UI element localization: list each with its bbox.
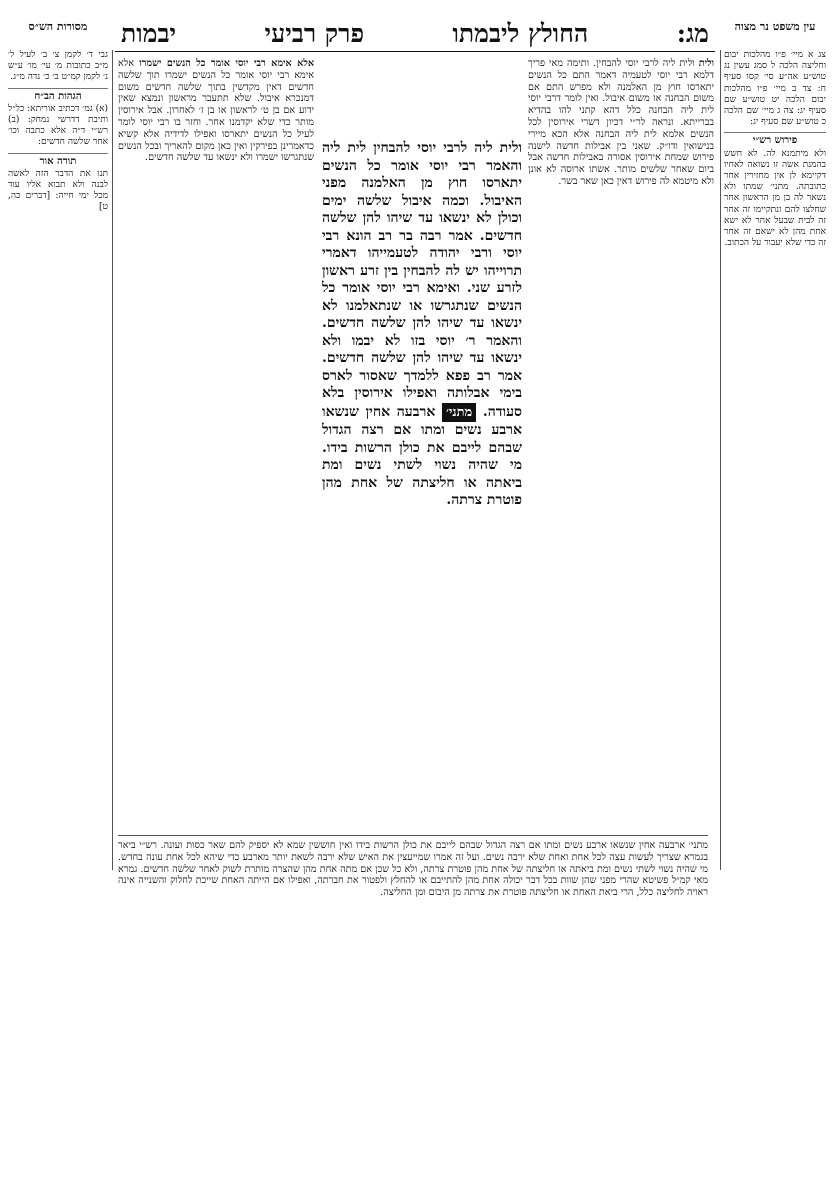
- gemara-body: והאמר רבי יוסי אומר כל הנשים יתארסו חוץ מן האלמנה מפני האיבול. וכמה איבול שלשה ימים וכולן לא ינשאו עד שיהו להן שלשה חדשים. אמר רבה בר רב הונא רבי יוסי ורבי יהודה לטעמייהו דאמרי תרוייהו יש לה להבחין בין זרע ראשון לזרע שני. ואימא רבי יוסי אומר כל הנשים שנתגרשו או שנתאלמנו לא ינשאו עד שיהו להן שלשה חדשים. והאמר ר׳ יוסי בזו לא יבמו ולא ינשאו עד שיהו להן שלשה חדשים. אמר רב פפא ללמדך שאסור לארס בימי אבלותה ואפילו אירוסין בלא סעודה.: [322, 157, 522, 420]
- gemara-column: [322, 140, 522, 800]
- right-margin-column: [724, 50, 826, 870]
- perek-title: פרק רביעי: [264, 19, 365, 48]
- hagahot-title: הגהות הב״ח: [8, 88, 108, 102]
- tosafot-text: ולית ליה לרבי יוסי להבחין. ותימה מאי פריך דלמא רבי יוסי לטעמיה דאמר התם כל הנשים יתארסו חוץ מן האלמנה ולא מפרש התם אם משום הבחנה או משום איבול. ואין לומר דרבי יוסי לית ליה הבחנה כלל דהא קתני להו בהדיא בברייתא. ונראה לר״י דכיון דשרי אירוסין לכל הנשים אלמא לית ליה הבחנה אלא הכא מיירי בנישואין ודו״ק. שאני בין אבילות חדשה לישנה פירוש שמחת אירוסין אסורה באבילות חדשה אבל ביום שאחר שלשים מותר. אשתו ארוסה לא אונן ולא מיטמא לה פירוש דאין כאן שאר בשר.: [528, 58, 714, 187]
- rashi-section-body: ולא מיתמנא לה. לא חשש בהמנת אשה זו נשואה לאחיו דקיימא לן אין מחזירין אחר כתובתה. מתני׳ שמתו ולא נשאר לה בן מן הראשון אחר שחלצו להם ונתקיימו זה אחר זה לבית שבעל אחר לא ישא אחת מהן לא ישאם זה אחר זה כדי שלא יעבור על הכתוב.: [724, 148, 826, 249]
- mesorot-title: מסורות הש״ס: [28, 20, 88, 33]
- left-margin-column: [8, 50, 108, 870]
- bottom-commentary: [118, 840, 708, 1075]
- page-label: מג:: [676, 19, 709, 48]
- rashi-section-title: פירוש רש״י: [724, 132, 826, 146]
- gemara-intro: ולית ליה לרבי יוסי להבחין לית ליה: [322, 140, 522, 156]
- page-header: [115, 18, 715, 52]
- tosafot-heading: ולית: [698, 58, 714, 69]
- ein-mishpat-entries: צג א מיי׳ פ״ו מהלכות יבום וחליצה הלכה ל סמג עשין נג טוש״ע אה״ע סי׳ קסו סעיף ח: צד ב מיי׳ פ״ו מהלכות יבום הלכה יט טוש״ע שם סעיף יג: צה ג מיי׳ שם הלכה כ טוש״ע שם סעיף יג:: [724, 50, 826, 128]
- right-margin-divider: [720, 50, 721, 870]
- hagahot-body: (א) גמ׳ דכתיב אוריתא: כל״ל ותיבת דדרשי נמחק: (ב) רש״י ד״ה אלא כתבה וכו׳ אחר שלשה חדשים:: [8, 103, 108, 148]
- torah-or-title: תורה אור: [8, 153, 108, 167]
- rashi-heading: אלא אימא רבי יוסי אומר כל הנשים ישמרו: [139, 58, 314, 69]
- tractate-title: יבמות: [121, 19, 177, 48]
- torah-or-body: תנו את הדבר הזה לאשה לבנה ולא תבוא אליו עוד מכל ימי חייה: [דברים כה, ט]: [8, 168, 108, 213]
- rashi-column: [118, 58, 314, 828]
- bottom-divider: [118, 835, 708, 836]
- mesorot-entries: גבי ד׳ לקמן צ׳ ב׳ לעיל ל׳ מ״ב כתובות מ׳ עי׳ מו׳ ע״ש נ׳ לקמן קמ״ט ב׳ כ׳ נדה מ״ג.: [8, 50, 108, 83]
- bottom-commentary-text: מתני׳ ארבעה אחין שנשאו ארבע נשים ומתו אם רצה הגדול שבהם לייבם את כולן הרשות בידו ואין חוששין שמא לא יספיק להם שאר כסות ועונה. רש״י ביאר בגמרא שצריך לעשות עצה לכל אחת ואחת שלא ירבה נשים. ועל זה אמרו שמייעצין את האיש שלא ירבה לשאת יותר מארבע כדי שיהא לכל אחת עונה בחדש. מי שהיה נשוי לשתי נשים ומת ביאתה או חליצתה של אחת מהן פוטרת צרתה, ולא כל שכן אם מתה אחת מהן שהצרה מותרת לשוק לאחר שלשה חדשים. גמרא מאי קמ״ל פשיטא שהרי מפני שהן שוות בכל דבר יכולה אחת מהן להתייבם או להחלץ ולפטור את חברתה, ואפילו אם הייתה האחת שייכת לחלוק והשנייה אינה ראויה לחליצה כלל, הרי ביאת האחת או חליצתה פוטרת את צרתה מן היבום ומן החליצה.: [118, 840, 708, 899]
- mishnah-label: מתני׳: [442, 403, 476, 423]
- mishnah-body: ארבעה אחין שנשאו ארבע נשים ומתו אם רצה הגדול שבהם לייבם את כולן הרשות בידו. מי שהיה נשוי לשתי נשים ומת ביאתה או חליצתה של אחת מהן פוטרת צרתה.: [322, 403, 522, 508]
- chapter-title: החולץ ליבמתו: [452, 19, 589, 48]
- left-margin-divider: [112, 50, 113, 870]
- tosafot-column: [528, 58, 714, 828]
- ein-mishpat-title: עין משפט נר מצוה: [734, 20, 816, 33]
- rashi-text: אלא אימא רבי יוסי אומר כל הנשים ישמרו תוך שלשה חדשים דאין מקדשין בתוך שלשה חדשים משום דמנכרא איבול. שלא תתעבר מראשון ונמצא שאין ידוע אם בן ט׳ לראשון או בן ז׳ לאחרון. אבל אירוסין מותר כדי שלא יקדמנו אחר. וחזר בו רבי יוסי לומר לעיל כל הנשים יתארסו ואפילו לדידיה אלא קשיא כדאמרינן בפירקין ואין כאן מקום להאריך ובכל הנשים שנתגרשו ישמרו ולא ינשאו עד שלשה חדשים.: [118, 58, 314, 164]
